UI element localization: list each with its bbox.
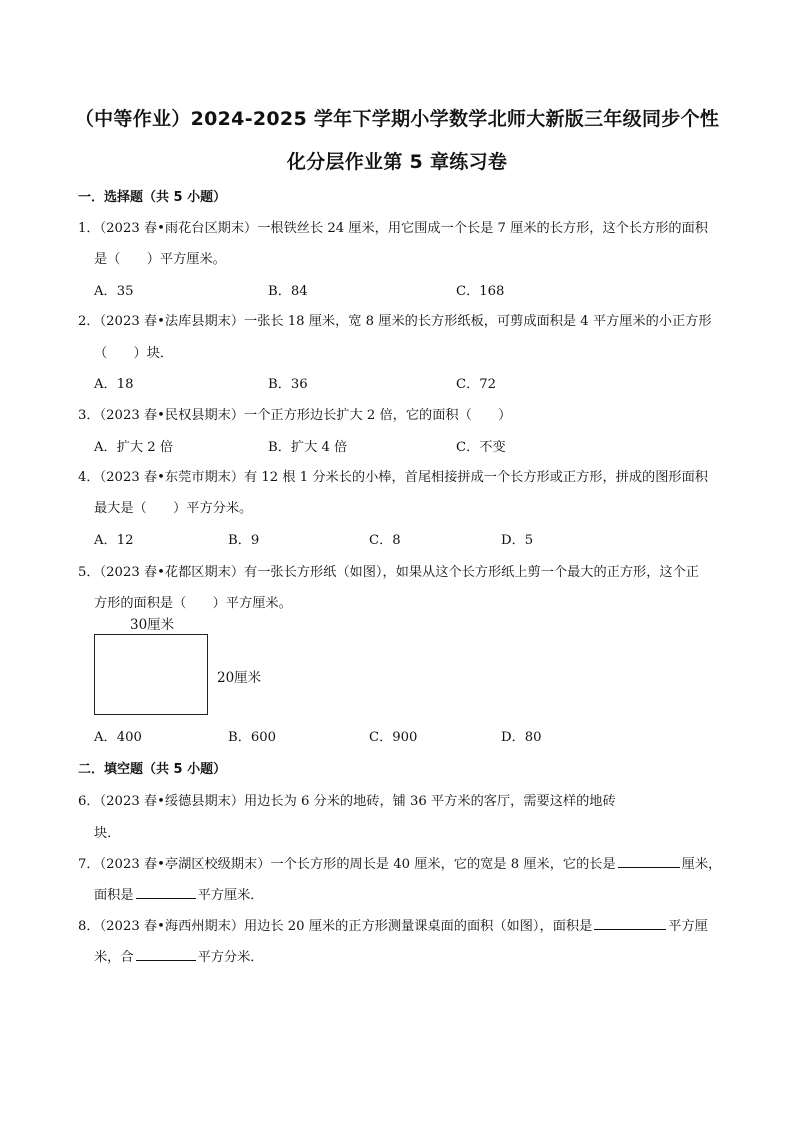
figure-height-label: 20厘米 (217, 670, 262, 686)
question-4-text: 4．（2023 春•东莞市期末）有 12 根 1 分米长的小棒，首尾相接拼成一个长方形或正方形，拼成的图形面积 (78, 470, 708, 485)
question-1-text-cont: 是（ ）平方厘米。 (94, 252, 226, 267)
question-7-length-blank[interactable] (618, 853, 680, 868)
question-3-text: 3．（2023 春•民权县期末）一个正方形边长扩大 2 倍，它的面积（ ） (78, 408, 512, 423)
question-8-area-blank[interactable] (594, 915, 666, 930)
section-heading-fill: 二．填空题（共 5 小题） (78, 762, 227, 777)
question-2-option-a[interactable]: A．18 (94, 377, 134, 392)
question-1-option-b[interactable]: B．84 (268, 284, 308, 299)
question-5-option-a[interactable]: A．400 (94, 730, 142, 745)
question-4-option-a[interactable]: A．12 (94, 533, 134, 548)
question-8-unit-2: 平方分米． (197, 950, 264, 965)
question-4-text-cont: 最大是（ ）平方分米。 (94, 501, 253, 516)
question-6-text-main: 6．（2023 春•绥德县期末）用边长为 6 分米的地砖，铺 36 平方米的客厅，需要这样的地砖 (78, 794, 616, 809)
section-heading-choice: 一．选择题（共 5 小题） (78, 190, 227, 205)
question-3-option-b[interactable]: B．扩大 4 倍 (268, 440, 348, 455)
page-title-line-1: （中等作业）2024-2025 学年下学期小学数学北师大新版三年级同步个性 (74, 108, 720, 130)
question-7-area-prefix: 面积是 (94, 888, 134, 903)
question-7-unit-2: 平方厘米． (197, 888, 264, 903)
question-5-text-cont: 方形的面积是（ ）平方厘米。 (94, 596, 292, 611)
question-7-unit-1: 厘米， (681, 857, 722, 872)
question-7-text-main: 7．（2023 春•亭湖区校级期末）一个长方形的周长是 40 厘米，它的宽是 8 厘米，它的长是 (78, 857, 616, 872)
question-2-option-b[interactable]: B．36 (268, 377, 308, 392)
question-1-option-c[interactable]: C．168 (456, 284, 505, 299)
question-7-area-blank[interactable] (136, 884, 196, 899)
question-8-text-main: 8．（2023 春•海西州期末）用边长 20 厘米的正方形测量课桌面的面积（如图），面积是 (78, 919, 593, 934)
question-1-option-a[interactable]: A．35 (94, 284, 134, 299)
question-8-text (78, 915, 708, 934)
question-3-option-a[interactable]: A．扩大 2 倍 (94, 440, 174, 455)
question-6-text-cont: 块． (94, 826, 121, 841)
figure-width-label: 30厘米 (130, 617, 175, 633)
page-title-line-2: 化分层作业第 5 章练习卷 (286, 151, 508, 173)
question-2-option-c[interactable]: C．72 (456, 377, 497, 392)
question-5-option-b[interactable]: B．600 (228, 730, 277, 745)
question-7-text (78, 853, 721, 872)
question-2-text-cont: （ ）块． (94, 346, 174, 361)
question-1-text: 1．（2023 春•雨花台区期末）一根铁丝长 24 厘米，用它围成一个长是 7 厘米的长方形，这个长方形的面积 (78, 221, 708, 236)
question-8-convert-prefix: 米，合 (94, 950, 134, 965)
question-8-convert-blank[interactable] (136, 946, 196, 961)
question-5-option-c[interactable]: C．900 (369, 730, 418, 745)
question-4-option-c[interactable]: C．8 (369, 533, 401, 548)
rectangle-figure (94, 634, 208, 715)
question-3-option-c[interactable]: C．不变 (456, 440, 506, 455)
question-2-text: 2．（2023 春•法库县期末）一张长 18 厘米，宽 8 厘米的长方形纸板，可剪成面积是 4 平方厘米的小正方形 (78, 314, 712, 329)
question-8-unit-1: 平方厘 (668, 919, 708, 934)
question-5-option-d[interactable]: D．80 (501, 730, 542, 745)
question-5-text: 5．（2023 春•花都区期末）有一张长方形纸（如图），如果从这个长方形纸上剪一个最大的正方形，这个正 (78, 565, 699, 580)
question-8-text-cont (94, 946, 264, 965)
question-4-option-d[interactable]: D．5 (501, 533, 534, 548)
question-4-option-b[interactable]: B．9 (228, 533, 260, 548)
question-6-text (78, 790, 620, 809)
question-7-text-cont (94, 884, 264, 903)
